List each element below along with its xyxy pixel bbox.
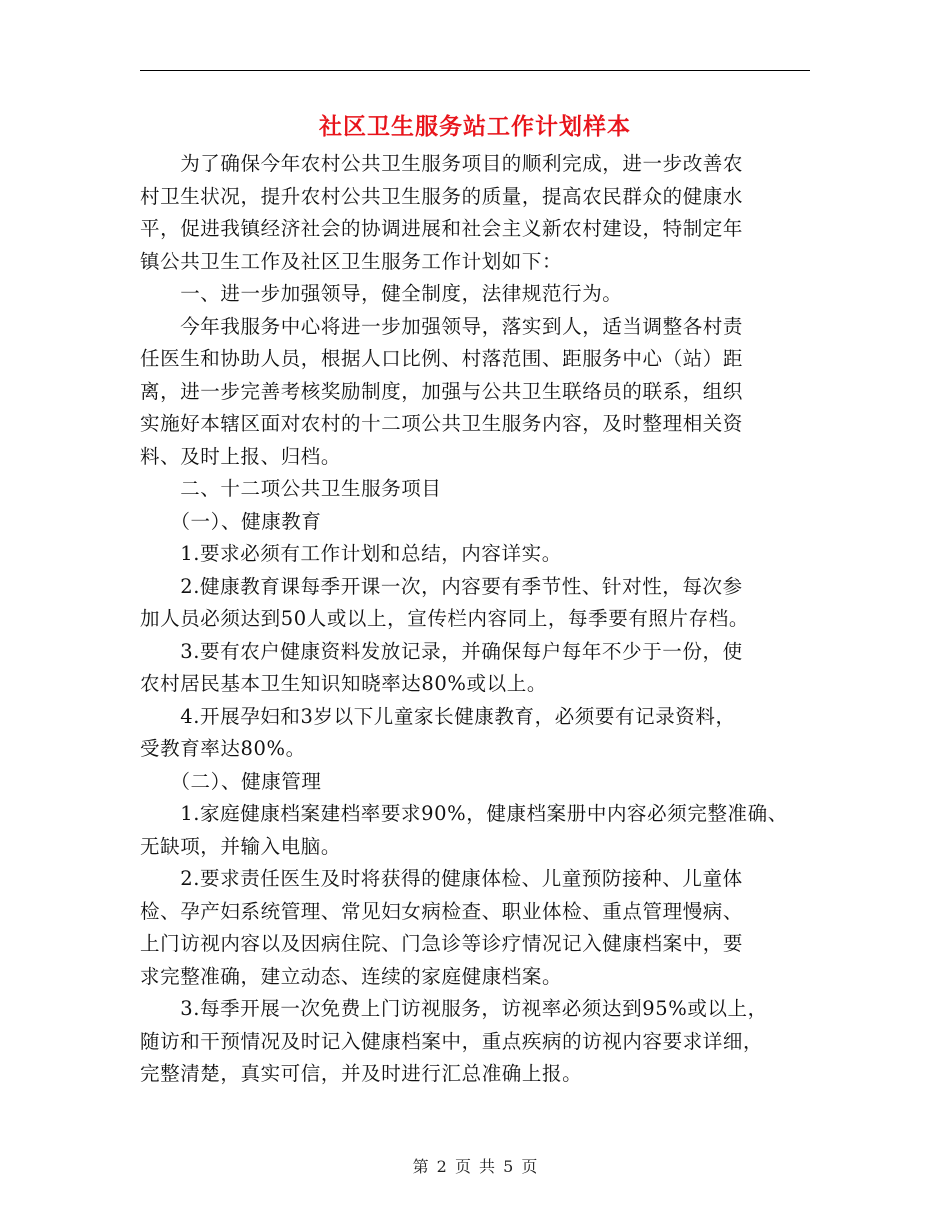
body-line: 实施好本辖区面对农村的十二项公共卫生服务内容，及时整理相关资 bbox=[140, 412, 744, 435]
body-line: 随访和干预情况及时记入健康档案中，重点疾病的访视内容要求详细， bbox=[140, 1029, 764, 1053]
subsection-heading: （一）、健康教育 bbox=[140, 509, 322, 533]
body-line: 检、孕产妇系统管理、常见妇女病检查、职业体检、重点管理慢病、 bbox=[140, 899, 744, 923]
list-item: 2.要求责任医生及时将获得的健康体检、儿童预防接种、儿童体 bbox=[140, 867, 743, 890]
list-item: 2.健康教育课每季开课一次，内容要有季节性、针对性，每次参 bbox=[140, 574, 743, 598]
body-line: 镇公共卫生工作及社区卫生服务工作计划如下： bbox=[140, 249, 563, 273]
body-line: 任医生和协助人员，根据人口比例、村落范围、距服务中心（站）距 bbox=[140, 347, 744, 370]
body-line: 求完整准确，建立动态、连续的家庭健康档案。 bbox=[140, 964, 563, 988]
list-item: 1.要求必须有工作计划和总结，内容详实。 bbox=[140, 542, 562, 565]
body-line: 今年我服务中心将进一步加强领导，落实到人，适当调整各村责 bbox=[140, 314, 744, 338]
body-line: 完整清楚，真实可信，并及时进行汇总准确上报。 bbox=[140, 1062, 583, 1085]
body-line: 村卫生状况，提升农村公共卫生服务的质量，提高农民群众的健康水 bbox=[140, 184, 744, 208]
body-line: 上门访视内容以及因病住院、门急诊等诊疗情况记入健康档案中，要 bbox=[140, 932, 744, 955]
body-line: 料、及时上报、归档。 bbox=[140, 444, 342, 468]
list-item: 3.要有农户健康资料发放记录，并确保每户每年不少于一份，使 bbox=[140, 639, 743, 663]
document-body bbox=[140, 148, 820, 1091]
body-line: 无缺项，并输入电脑。 bbox=[140, 834, 342, 858]
list-item: 1.家庭健康档案建档率要求90%，健康档案册中内容必须完整准确、 bbox=[140, 802, 788, 825]
subsection-heading: （二）、健康管理 bbox=[140, 769, 322, 793]
body-line: 为了确保今年农村公共卫生服务项目的顺利完成，进一步改善农 bbox=[140, 152, 744, 175]
body-line: 离，进一步完善考核奖励制度，加强与公共卫生联络员的联系，组织 bbox=[140, 379, 744, 403]
section-heading: 二、十二项公共卫生服务项目 bbox=[140, 477, 442, 500]
list-item: 4.开展孕妇和3岁以下儿童家长健康教育，必须要有记录资料， bbox=[140, 704, 736, 728]
section-heading: 一、进一步加强领导，健全制度，法律规范行为。 bbox=[140, 282, 623, 305]
body-line: 加人员必须达到50人或以上，宣传栏内容同上，每季要有照片存档。 bbox=[140, 607, 749, 630]
document-title: 社区卫生服务站工作计划样本 bbox=[319, 113, 631, 140]
body-line: 农村居民基本卫生知识知晓率达80%或以上。 bbox=[140, 672, 547, 695]
list-item: 3.每季开展一次免费上门访视服务，访视率必须达到95%或以上， bbox=[140, 997, 768, 1020]
body-line: 受教育率达80%。 bbox=[140, 737, 306, 760]
body-line: 平，促进我镇经济社会的协调进展和社会主义新农村建设，特制定年 bbox=[140, 217, 744, 240]
header-rule bbox=[140, 70, 810, 71]
page-number: 第 2 页 共 5 页 bbox=[412, 1157, 538, 1176]
